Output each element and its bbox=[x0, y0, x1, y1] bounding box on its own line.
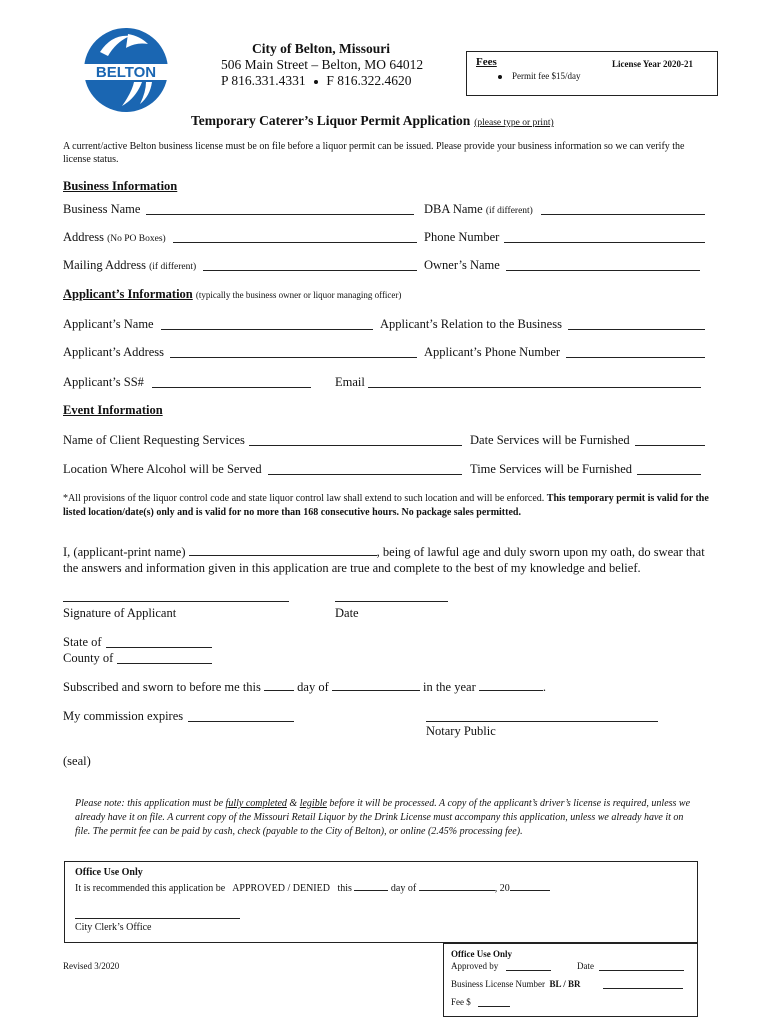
county-field[interactable] bbox=[117, 663, 212, 664]
business-name-field[interactable] bbox=[146, 214, 414, 215]
phone-label: Phone Number bbox=[424, 230, 500, 244]
county-label: County of bbox=[63, 651, 114, 665]
subscribed-line: Subscribed and sworn to before me this day of in the year . bbox=[63, 680, 546, 694]
seal-label: (seal) bbox=[63, 754, 91, 768]
provisions-text: *All provisions of the liquor control code and state liquor control law shall extend to such location and will be enforced. This temporary permit is valid for the listed location/date(s) only and is valid for no more than 168 consecutive hours. No package sales permitted. bbox=[63, 493, 709, 518]
logo-text: BELTON bbox=[95, 64, 157, 81]
address-field[interactable] bbox=[173, 242, 417, 243]
sworn-month-field[interactable] bbox=[332, 680, 420, 691]
owner-field[interactable] bbox=[506, 270, 700, 271]
address-label: Address (No PO Boxes) bbox=[63, 230, 166, 244]
header-phone: P 816.331.4331 bbox=[221, 73, 306, 88]
client-field[interactable] bbox=[249, 445, 462, 446]
business-name-label: Business Name bbox=[63, 202, 141, 216]
applicant-heading: Applicant’s Information (typically the business owner or liquor managing officer) bbox=[63, 287, 402, 301]
state-field[interactable] bbox=[106, 647, 212, 648]
bullet-icon bbox=[498, 75, 502, 79]
approved-by-field[interactable] bbox=[506, 970, 551, 971]
mailing-label: Mailing Address (if different) bbox=[63, 258, 197, 272]
notary-label: Notary Public bbox=[426, 724, 496, 738]
notary-signature-field[interactable] bbox=[426, 721, 658, 722]
oath-line1: I, (applicant-print name) , being of lawful age and duly sworn upon my oath, do swear that bbox=[63, 545, 705, 559]
client-label: Name of Client Requesting Services bbox=[63, 433, 245, 447]
bullet-icon bbox=[314, 80, 318, 84]
time-furnished-label: Time Services will be Furnished bbox=[470, 462, 633, 476]
approved-by-label: Approved by bbox=[451, 961, 499, 971]
relation-label: Applicant’s Relation to the Business bbox=[380, 317, 562, 331]
recommend-line: It is recommended this application be APPROVED / DENIED this day of , 20 bbox=[75, 882, 550, 894]
commission-field[interactable] bbox=[188, 721, 294, 722]
mailing-field[interactable] bbox=[203, 270, 417, 271]
oath-line2: the answers and information given in this application are true and complete to the best of my knowledge and belief. bbox=[63, 561, 641, 575]
license-number-field[interactable] bbox=[603, 988, 683, 989]
office-date-field[interactable] bbox=[599, 970, 684, 971]
office-year-field[interactable] bbox=[510, 882, 550, 891]
office-use-heading: Office Use Only bbox=[75, 867, 143, 878]
header-phones bbox=[221, 73, 412, 89]
business-heading: Business Information bbox=[63, 179, 178, 193]
license-number-label: Business License Number BL / BR bbox=[451, 979, 581, 989]
applicant-address-field[interactable] bbox=[170, 357, 417, 358]
applicant-name-field[interactable] bbox=[161, 329, 373, 330]
office-day-field[interactable] bbox=[354, 882, 388, 891]
email-label: Email bbox=[335, 375, 365, 389]
time-furnished-field[interactable] bbox=[637, 474, 701, 475]
office-date-label: Date bbox=[577, 961, 594, 971]
signature-label: Signature of Applicant bbox=[63, 606, 177, 620]
dba-label: DBA Name (if different) bbox=[424, 202, 533, 216]
office-use-heading-2: Office Use Only bbox=[451, 949, 512, 959]
office-month-field[interactable] bbox=[419, 882, 495, 891]
applicant-address-label: Applicant’s Address bbox=[63, 345, 165, 359]
ssn-field[interactable] bbox=[152, 387, 311, 388]
signature-date-label: Date bbox=[335, 606, 359, 620]
applicant-phone-label: Applicant’s Phone Number bbox=[424, 345, 561, 359]
fee-label: Fee $ bbox=[451, 997, 471, 1007]
sworn-day-field[interactable] bbox=[264, 680, 294, 691]
applicant-phone-field[interactable] bbox=[566, 357, 705, 358]
event-heading: Event Information bbox=[63, 403, 163, 417]
revised-date: Revised 3/2020 bbox=[63, 961, 120, 971]
applicant-print-name-field[interactable] bbox=[189, 545, 377, 556]
signature-field[interactable] bbox=[63, 601, 289, 602]
date-furnished-label: Date Services will be Furnished bbox=[470, 433, 630, 447]
header-address: 506 Main Street – Belton, MO 64012 bbox=[221, 57, 424, 72]
sworn-year-field[interactable] bbox=[479, 680, 543, 691]
intro-text: A current/active Belton business license must be on file before a liquor permit can be issued. Please provide your business information so we can verify the license status. bbox=[63, 141, 685, 165]
applicant-name-label: Applicant’s Name bbox=[63, 317, 154, 331]
belton-logo bbox=[82, 26, 170, 114]
dba-field[interactable] bbox=[541, 214, 705, 215]
fee-field[interactable] bbox=[478, 1006, 510, 1007]
location-field[interactable] bbox=[268, 474, 462, 475]
header-city: City of Belton, Missouri bbox=[252, 41, 390, 56]
relation-field[interactable] bbox=[568, 329, 705, 330]
clerk-signature-field[interactable] bbox=[75, 918, 240, 919]
permit-fee: Permit fee $15/day bbox=[498, 71, 580, 81]
clerk-label: City Clerk’s Office bbox=[75, 922, 152, 933]
phone-field[interactable] bbox=[504, 242, 705, 243]
office-use-box bbox=[64, 861, 698, 943]
page-title: Temporary Caterer’s Liquor Permit Application (please type or print) bbox=[191, 113, 554, 128]
date-furnished-field[interactable] bbox=[635, 445, 705, 446]
owner-label: Owner’s Name bbox=[424, 258, 500, 272]
signature-date-field[interactable] bbox=[335, 601, 448, 602]
commission-label: My commission expires bbox=[63, 709, 184, 723]
state-label: State of bbox=[63, 635, 102, 649]
ssn-label: Applicant’s SS# bbox=[63, 375, 144, 389]
fees-title: Fees bbox=[476, 56, 497, 68]
please-note: Please note: this application must be fully completed & legible before it will be processed. A copy of the applicant’s driver’s license is required, unless we already have it on file. A current copy of the Missouri Retail Liquor by the Drink License must accompany this application, unless we already have it on file. The permit fee can be paid by cash, check (payable to the City of Belton), or online (2.45% processing fee). bbox=[75, 798, 691, 837]
location-label: Location Where Alcohol will be Served bbox=[63, 462, 262, 476]
header-fax: F 816.322.4620 bbox=[326, 73, 412, 88]
license-year: License Year 2020-21 bbox=[612, 59, 693, 69]
email-field[interactable] bbox=[368, 387, 701, 388]
